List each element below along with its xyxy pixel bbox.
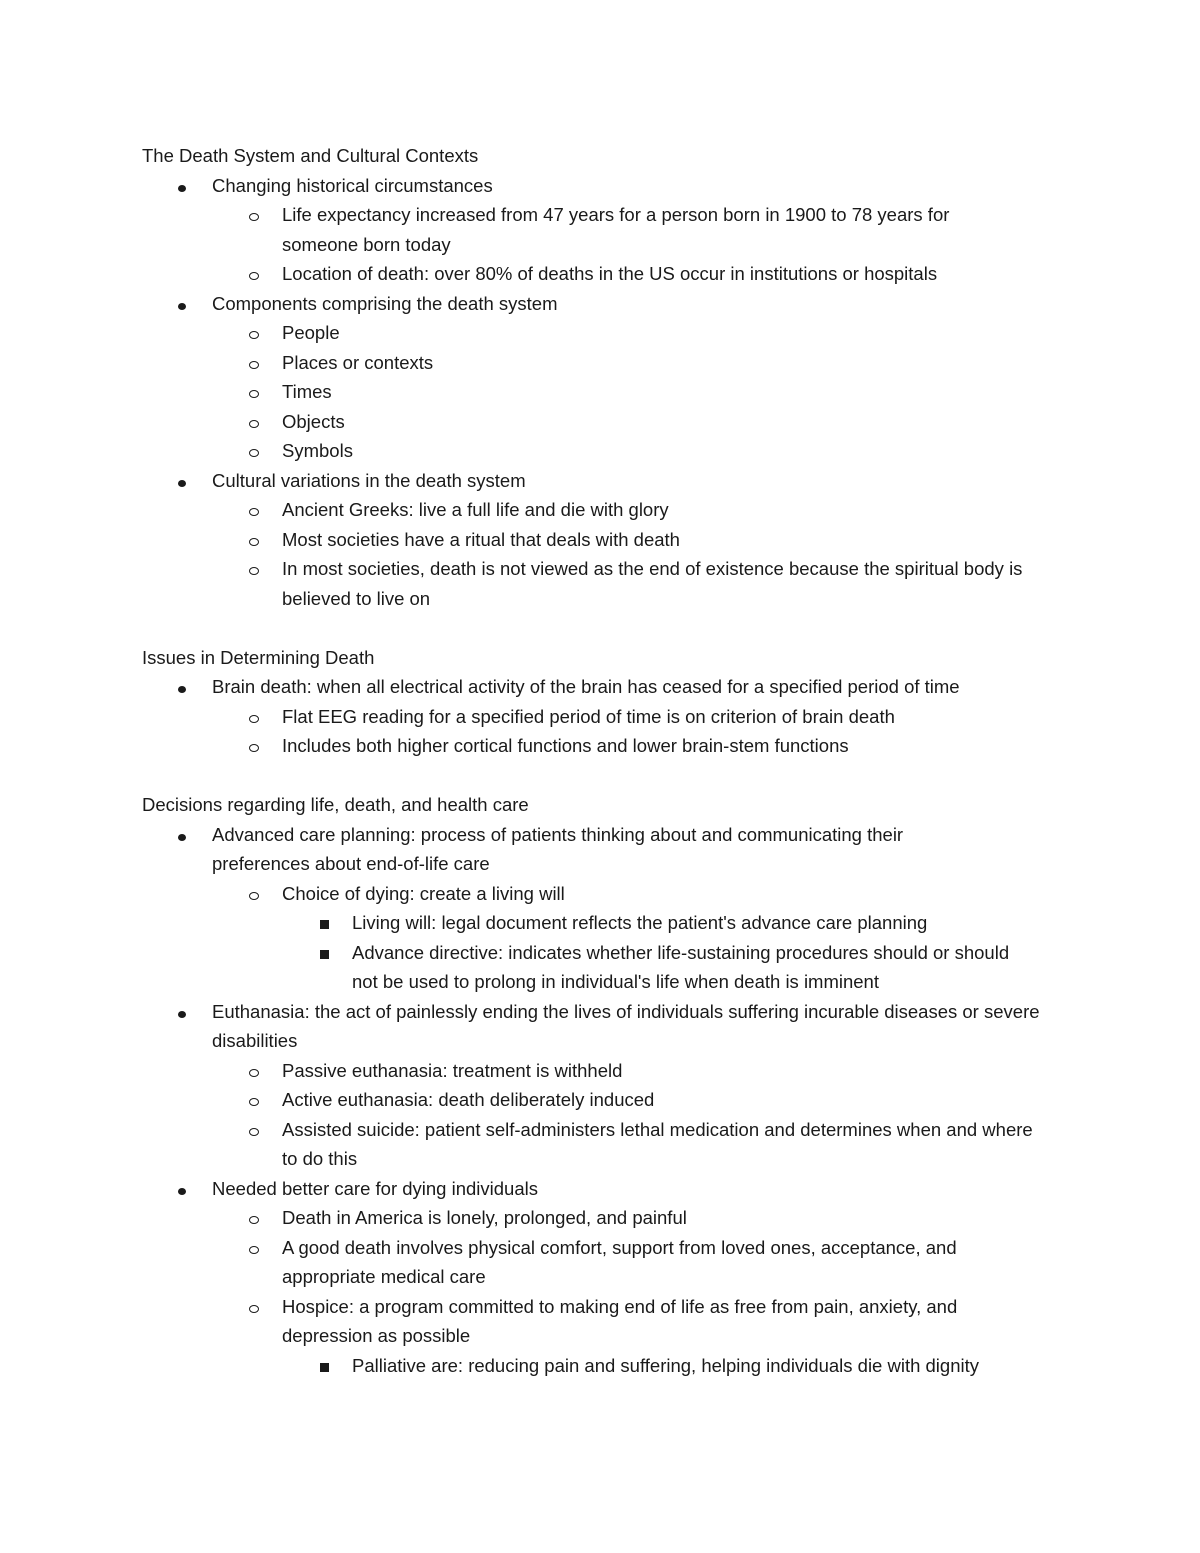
circle-bullet-icon	[244, 377, 264, 407]
disc-bullet-icon	[172, 1174, 192, 1204]
circle-bullet-icon	[244, 259, 264, 289]
list-item: Choice of dying: create a living will	[142, 879, 1072, 909]
circle-bullet-icon	[244, 1233, 264, 1263]
list-item: Symbols	[142, 436, 1072, 466]
list-item: Advanced care planning: process of patients thinking about and communicating their preferences about end-of-life care	[142, 820, 962, 879]
disc-bullet-icon	[172, 997, 192, 1027]
list-item: Passive euthanasia: treatment is withheld	[142, 1056, 1072, 1086]
list-item: Advance directive: indicates whether life-sustaining procedures should or should not be used to prolong in individual's life when death is imminent	[142, 938, 1012, 997]
disc-bullet-icon	[172, 289, 192, 319]
list-item: Cultural variations in the death system	[142, 466, 1072, 496]
list-item: Places or contexts	[142, 348, 1072, 378]
circle-bullet-icon	[244, 731, 264, 761]
disc-bullet-icon	[172, 820, 192, 850]
list-item: People	[142, 318, 1072, 348]
circle-bullet-icon	[244, 554, 264, 584]
circle-bullet-icon	[244, 1056, 264, 1086]
section-title: The Death System and Cultural Contexts	[142, 145, 479, 166]
section-title: Issues in Determining Death	[142, 646, 375, 668]
list-item: Brain death: when all electrical activity of the brain has ceased for a specified period of time	[142, 672, 1072, 702]
bullet-list	[142, 672, 1072, 761]
list-item: Components comprising the death system	[142, 289, 1002, 319]
list-item: Assisted suicide: patient self-administers lethal medication and determines when and where to do this	[142, 1115, 1052, 1174]
list-item: In most societies, death is not viewed as the end of existence because the spiritual body is believed to live on	[142, 554, 1052, 613]
list-item: Life expectancy increased from 47 years for a person born in 1900 to 78 years for someone born today	[142, 200, 1002, 259]
circle-bullet-icon	[244, 318, 264, 348]
section-death-system	[142, 141, 1072, 613]
circle-bullet-icon	[244, 702, 264, 732]
list-item: Times	[142, 377, 1072, 407]
circle-bullet-icon	[244, 879, 264, 909]
section-decisions	[142, 790, 1072, 1380]
list-item: Hospice: a program committed to making end of life as free from pain, anxiety, and depression as possible	[142, 1292, 1022, 1351]
list-item: Most societies have a ritual that deals with death	[142, 525, 1072, 555]
square-bullet-icon	[314, 908, 334, 938]
list-item: Includes both higher cortical functions and lower brain-stem functions	[142, 731, 1072, 761]
list-item: Needed better care for dying individuals	[142, 1174, 1072, 1204]
list-item: Palliative are: reducing pain and suffering, helping individuals die with dignity	[142, 1351, 1072, 1381]
list-item: A good death involves physical comfort, support from loved ones, acceptance, and appropriate medical care	[142, 1233, 1022, 1292]
circle-bullet-icon	[244, 495, 264, 525]
list-item: Location of death: over 80% of deaths in the US occur in institutions or hospitals	[142, 259, 1072, 289]
circle-bullet-icon	[244, 436, 264, 466]
list-item: Euthanasia: the act of painlessly ending the lives of individuals suffering incurable diseases or severe disabilities	[142, 997, 1042, 1056]
circle-bullet-icon	[244, 525, 264, 555]
disc-bullet-icon	[172, 171, 192, 201]
list-item: Flat EEG reading for a specified period of time is on criterion of brain death	[142, 702, 1072, 732]
list-item: Death in America is lonely, prolonged, and painful	[142, 1203, 1072, 1233]
list-item: Active euthanasia: death deliberately induced	[142, 1085, 1072, 1115]
disc-bullet-icon	[172, 672, 192, 702]
circle-bullet-icon	[244, 1085, 264, 1115]
circle-bullet-icon	[244, 1292, 264, 1322]
square-bullet-icon	[314, 1351, 334, 1381]
list-item: Ancient Greeks: live a full life and die with glory	[142, 495, 1072, 525]
bullet-list	[142, 820, 1072, 1381]
disc-bullet-icon	[172, 466, 192, 496]
list-item: Objects	[142, 407, 1072, 437]
square-bullet-icon	[314, 938, 334, 968]
section-title: Decisions regarding life, death, and health care	[142, 794, 529, 815]
list-item: Living will: legal document reflects the patient's advance care planning	[142, 908, 1072, 938]
circle-bullet-icon	[244, 407, 264, 437]
circle-bullet-icon	[244, 1203, 264, 1233]
list-item: Changing historical circumstances	[142, 171, 1002, 201]
circle-bullet-icon	[244, 348, 264, 378]
section-determining-death	[142, 643, 1072, 761]
bullet-list	[142, 171, 1072, 614]
circle-bullet-icon	[244, 200, 264, 230]
circle-bullet-icon	[244, 1115, 264, 1145]
document-content	[142, 141, 1072, 1380]
